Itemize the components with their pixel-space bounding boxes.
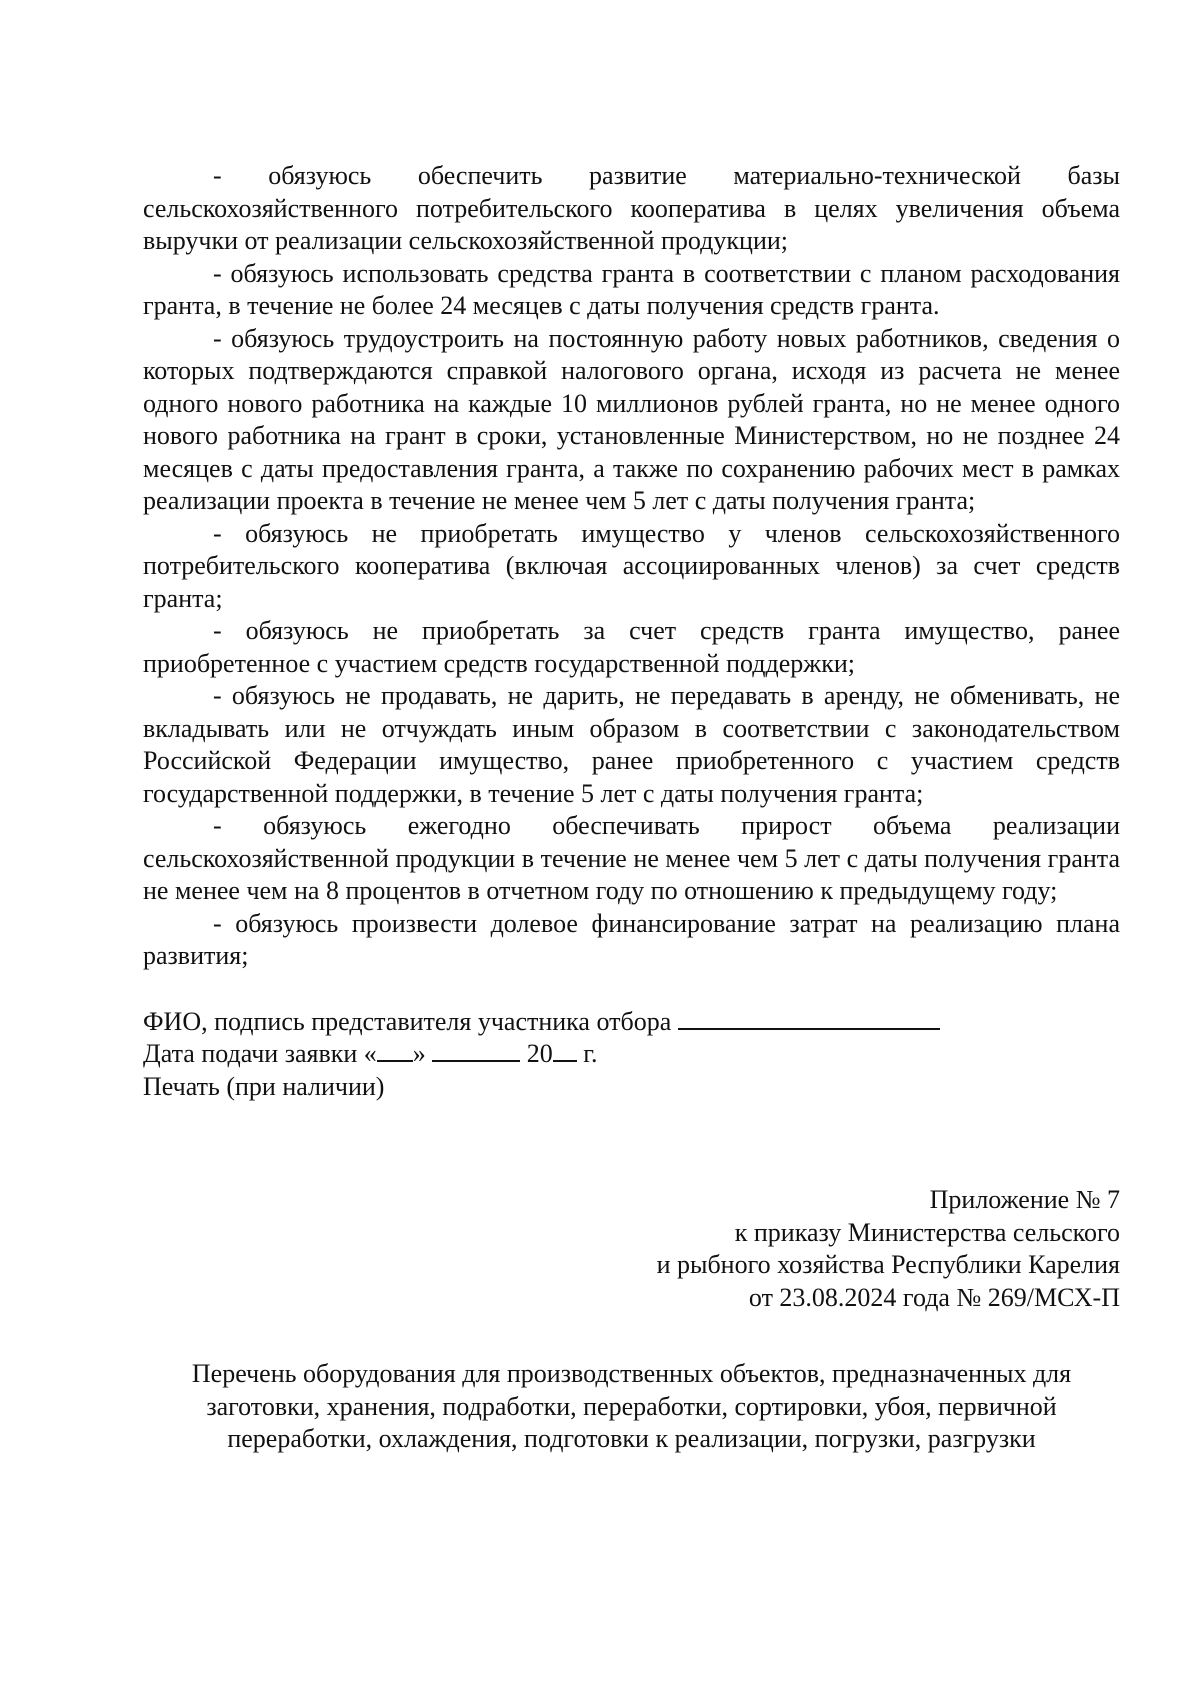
- date-year-prefix: 20: [526, 1039, 553, 1068]
- appendix-order-ref: к приказу Министерства сельского: [734, 1217, 1120, 1247]
- appendix-order-date: от 23.08.2024 года № 269/МСХ-П: [748, 1282, 1120, 1312]
- list-title-line: Перечень оборудования для производственных объектов, предназначенных для: [191, 1359, 1072, 1388]
- list-title-line: переработки, охлаждения, подготовки к реализации, погрузки, разгрузки: [227, 1424, 1036, 1453]
- document-page: [143, 160, 1120, 1456]
- date-day-field[interactable]: [377, 1038, 413, 1062]
- appendix-number: Приложение № 7: [929, 1185, 1120, 1214]
- commitment-paragraph: - обязуюсь обеспечить развитие материально-технической базы сельскохозяйственного потребительского кооператива в целях увеличения объема выручки от реализации сельскохозяйственной продукции;: [143, 161, 1120, 255]
- seal-line: Печать (при наличии): [143, 1071, 385, 1101]
- date-month-field[interactable]: [432, 1038, 520, 1062]
- commitment-paragraph: - обязуюсь трудоустроить на постоянную работу новых работников, сведения о которых подтверждаются справкой налогового органа, исходя из расчета не менее одного нового работника на каждые 10 миллионов рублей гранта, но не менее одного нового работника на грант в сроки, установленные Министерством, но не позднее 24 месяцев с даты предоставления гранта, а также по сохранению рабочих мест в рамках реализации проекта в течение не менее чем 5 лет с даты получения гранта;: [143, 323, 1120, 515]
- date-quote-close: »: [412, 1039, 426, 1068]
- appendix-header: [143, 1184, 1120, 1314]
- commitment-paragraph: - обязуюсь ежегодно обеспечивать прирост объема реализации сельскохозяйственной продукции в течение не менее чем 5 лет с даты получения гранта не менее чем на 8 процентов в отчетном году по отношению к предыдущему году;: [143, 811, 1120, 905]
- equipment-list-title: [143, 1358, 1120, 1456]
- commitments-list: [143, 160, 1120, 973]
- fio-signature-field[interactable]: [678, 1006, 940, 1030]
- appendix-ministry: и рыбного хозяйства Республики Карелия: [656, 1250, 1120, 1279]
- fio-label: ФИО, подпись представителя участника отбора: [143, 1006, 672, 1036]
- submission-date-line: [143, 1038, 1120, 1071]
- date-year-field[interactable]: [553, 1038, 577, 1062]
- commitment-paragraph: - обязуюсь использовать средства гранта в соответствии с планом расходования гранта, в течение не более 24 месяцев с даты получения средств гранта.: [143, 258, 1120, 320]
- commitment-paragraph: - обязуюсь не приобретать за счет средств гранта имущество, ранее приобретенное с участием средств государственной поддержки;: [143, 616, 1120, 678]
- date-year-suffix: г.: [583, 1039, 598, 1068]
- commitment-paragraph: - обязуюсь не продавать, не дарить, не передавать в аренду, не обменивать, не вкладывать или не отчуждать иным образом в соответствии с законодательством Российской Федерации имущество, ранее приобретенного с участием средств государственной поддержки, в течение 5 лет с даты получения гранта;: [143, 681, 1120, 808]
- fio-signature-line: [143, 1006, 1120, 1039]
- commitment-paragraph: - обязуюсь не приобретать имущество у членов сельскохозяйственного потребительского кооператива (включая ассоциированных членов) за счет средств гранта;: [143, 518, 1120, 613]
- list-title-line: заготовки, хранения, подработки, переработки, сортировки, убоя, первичной: [206, 1391, 1057, 1421]
- commitment-paragraph: - обязуюсь произвести долевое финансирование затрат на реализацию плана развития;: [143, 908, 1120, 970]
- date-label: Дата подачи заявки «: [143, 1039, 377, 1068]
- signature-block: [143, 1006, 1120, 1104]
